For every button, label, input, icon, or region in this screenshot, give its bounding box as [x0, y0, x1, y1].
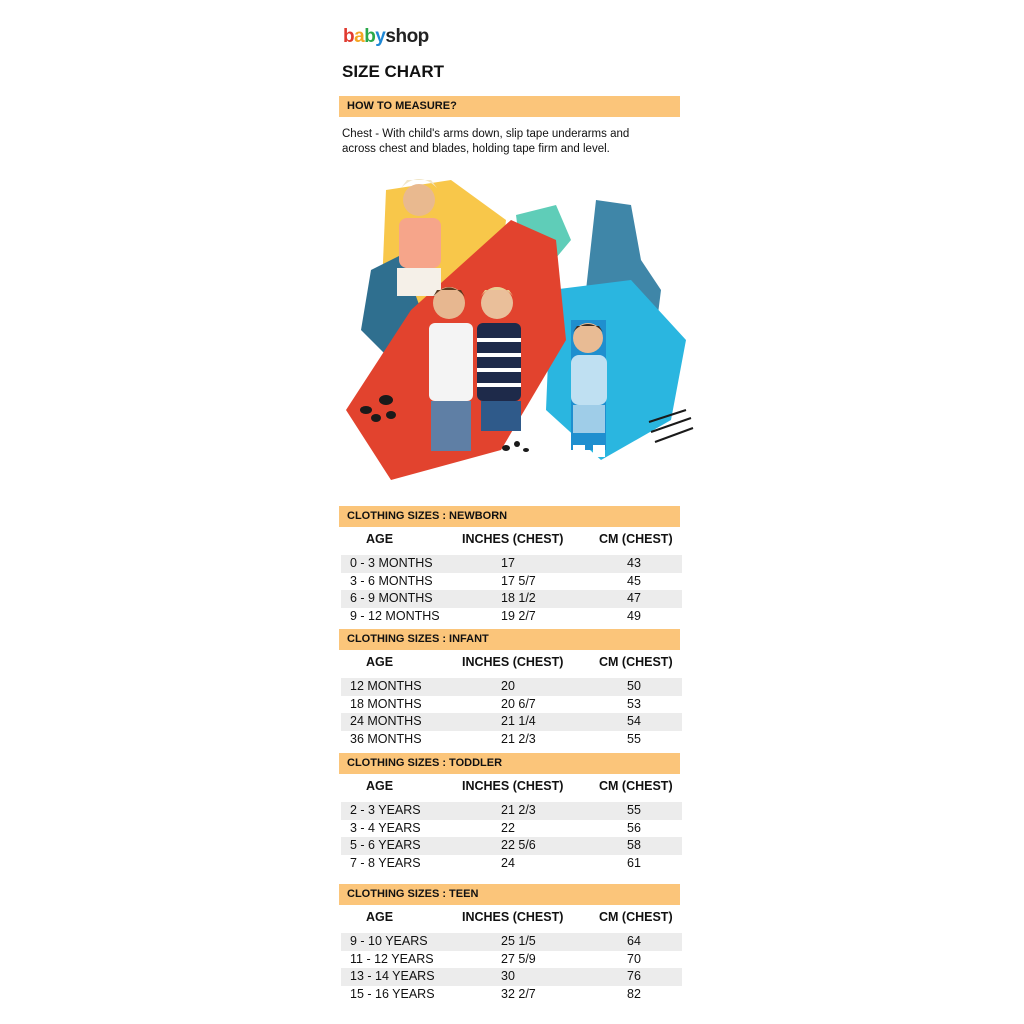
age-cell: 3 - 4 YEARS: [350, 820, 421, 835]
age-cell: 12 MONTHS: [350, 679, 422, 693]
age-cell: 9 - 12 MONTHS: [350, 608, 440, 623]
table-row: [341, 608, 682, 626]
logo-letter: h: [395, 26, 407, 47]
inches-cell: 22: [501, 820, 515, 835]
inches-cell: 24: [501, 855, 515, 870]
inches-cell: 21 2/3: [501, 731, 536, 746]
age-cell: 18 MONTHS: [350, 696, 422, 711]
measure-line-1: Chest - With child's arms down, slip tape underarms and: [342, 128, 630, 140]
cm-cell: 54: [627, 714, 641, 728]
inches-cell: 21 1/4: [501, 714, 536, 728]
table-header: [339, 779, 684, 797]
table-header: [339, 910, 684, 928]
inches-cell: 20 6/7: [501, 696, 536, 711]
section-heading: CLOTHING SIZES : TEEN: [339, 884, 680, 905]
table-row: [341, 820, 682, 838]
cm-cell: 56: [627, 820, 641, 835]
page-title: SIZE CHART: [342, 62, 444, 81]
table-row: [341, 837, 682, 855]
column-header: INCHES (CHEST): [462, 532, 564, 546]
logo-letter: a: [354, 26, 365, 47]
table-row: [341, 573, 682, 591]
age-cell: 3 - 6 MONTHS: [350, 573, 433, 588]
cm-cell: 45: [627, 573, 641, 588]
inches-cell: 21 2/3: [501, 803, 536, 817]
logo-letter: b: [364, 26, 376, 47]
cm-cell: 50: [627, 679, 641, 693]
how-to-measure-heading: HOW TO MEASURE?: [339, 96, 680, 117]
logo-letter: y: [375, 26, 386, 47]
table-row: [341, 731, 682, 749]
cm-cell: 47: [627, 591, 641, 605]
table-row: [341, 555, 682, 573]
table-header: [339, 532, 684, 550]
age-cell: 11 - 12 YEARS: [350, 951, 434, 966]
inches-cell: 20: [501, 679, 515, 693]
column-header: INCHES (CHEST): [462, 655, 564, 669]
inches-cell: 17 5/7: [501, 573, 536, 588]
cm-cell: 53: [627, 696, 641, 711]
table-row: [341, 933, 682, 951]
column-header: CM (CHEST): [599, 532, 673, 546]
inches-cell: 19 2/7: [501, 608, 536, 623]
inches-cell: 18 1/2: [501, 591, 536, 605]
size-chart-page: [339, 0, 684, 1024]
cm-cell: 58: [627, 838, 641, 852]
table-row: [341, 713, 682, 731]
age-cell: 13 - 14 YEARS: [350, 969, 435, 983]
age-cell: 15 - 16 YEARS: [350, 986, 435, 1001]
column-header: CM (CHEST): [599, 655, 673, 669]
age-cell: 9 - 10 YEARS: [350, 934, 428, 948]
inches-cell: 27 5/9: [501, 951, 536, 966]
table-row: [341, 802, 682, 820]
column-header: AGE: [366, 910, 394, 924]
section-heading: CLOTHING SIZES : INFANT: [339, 629, 680, 650]
inches-cell: 22 5/6: [501, 838, 536, 852]
cm-cell: 49: [627, 608, 641, 623]
inches-cell: 25 1/5: [501, 934, 536, 948]
column-header: CM (CHEST): [599, 779, 673, 793]
column-header: INCHES (CHEST): [462, 779, 564, 793]
column-header: AGE: [366, 779, 394, 793]
column-header: AGE: [366, 655, 394, 669]
kids-illustration: [331, 160, 701, 505]
age-cell: 5 - 6 YEARS: [350, 838, 421, 852]
age-cell: 7 - 8 YEARS: [350, 855, 421, 870]
logo-letter: o: [406, 26, 418, 47]
table-row: [341, 968, 682, 986]
table-row: [341, 696, 682, 714]
cm-cell: 55: [627, 803, 641, 817]
section-heading: CLOTHING SIZES : TODDLER: [339, 753, 680, 774]
age-cell: 6 - 9 MONTHS: [350, 591, 433, 605]
table-row: [341, 855, 682, 873]
table-row: [341, 951, 682, 969]
inches-cell: 32 2/7: [501, 986, 536, 1001]
inches-cell: 30: [501, 969, 515, 983]
age-cell: 0 - 3 MONTHS: [350, 556, 433, 570]
inches-cell: 17: [501, 556, 515, 570]
column-header: INCHES (CHEST): [462, 910, 564, 924]
age-cell: 36 MONTHS: [350, 731, 422, 746]
table-row: [341, 678, 682, 696]
section-heading: CLOTHING SIZES : NEWBORN: [339, 506, 680, 527]
cm-cell: 70: [627, 951, 641, 966]
column-header: CM (CHEST): [599, 910, 673, 924]
measure-line-2: across chest and blades, holding tape firm and level.: [342, 143, 610, 155]
babyshop-logo[interactable]: [343, 26, 429, 48]
table-header: [339, 655, 684, 673]
measure-instructions: [342, 127, 642, 157]
cm-cell: 43: [627, 556, 641, 570]
logo-letter: b: [343, 26, 355, 47]
cm-cell: 61: [627, 855, 641, 870]
cm-cell: 76: [627, 969, 641, 983]
column-header: AGE: [366, 532, 394, 546]
cm-cell: 55: [627, 731, 641, 746]
age-cell: 24 MONTHS: [350, 714, 422, 728]
age-cell: 2 - 3 YEARS: [350, 803, 421, 817]
table-row: [341, 986, 682, 1004]
cm-cell: 64: [627, 934, 641, 948]
cm-cell: 82: [627, 986, 641, 1001]
logo-letter: s: [385, 26, 396, 47]
logo-letter: p: [417, 26, 429, 47]
table-row: [341, 590, 682, 608]
